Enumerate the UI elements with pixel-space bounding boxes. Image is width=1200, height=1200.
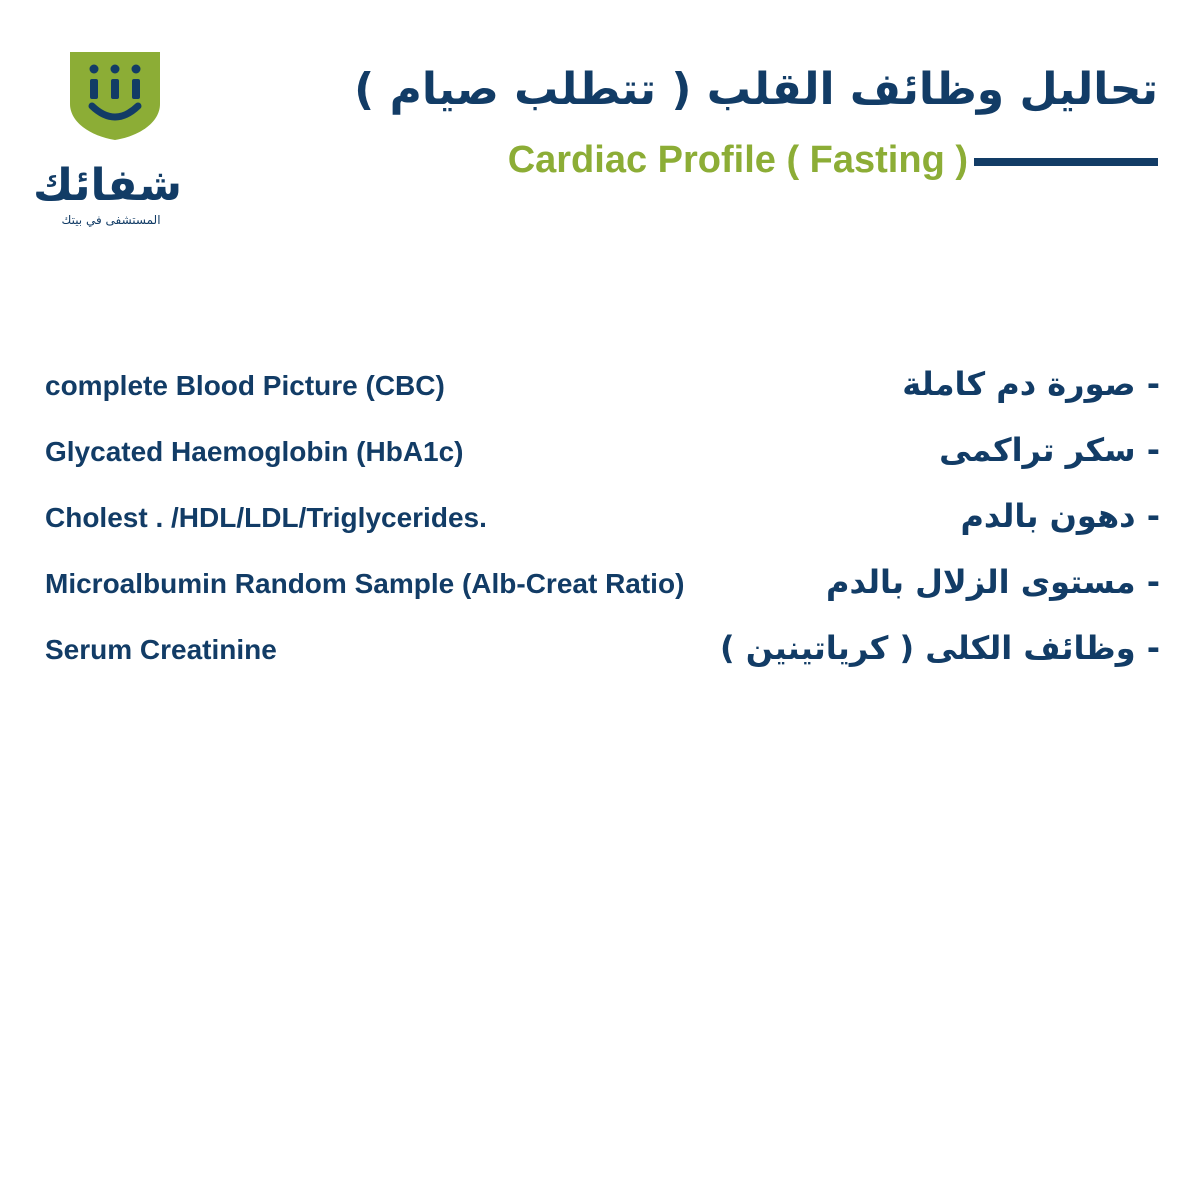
- test-name-arabic: - وظائف الكلى ( كرياتينين ): [720, 629, 1160, 667]
- test-name-arabic: - مستوى الزلال بالدم: [826, 563, 1160, 601]
- test-item: [45, 616, 1160, 682]
- test-name-english: Glycated Haemoglobin (HbA1c): [45, 436, 464, 467]
- test-name-english: Cholest . /HDL/LDL/Triglycerides.: [45, 502, 487, 533]
- title-divider: [974, 158, 1158, 166]
- test-name-english: Serum Creatinine: [45, 634, 277, 665]
- test-name-arabic: - سكر تراكمى: [939, 431, 1160, 469]
- test-name-english: Microalbumin Random Sample (Alb-Creat Ratio): [45, 568, 685, 599]
- test-name-arabic: - دهون بالدم: [960, 497, 1160, 535]
- test-item: [45, 550, 1160, 616]
- page-title-english: Cardiac Profile ( Fasting ): [507, 139, 968, 181]
- test-item: [45, 418, 1160, 484]
- test-item: [45, 352, 1160, 418]
- smiling-shield-icon: [70, 52, 160, 140]
- brand-logo: [33, 52, 190, 237]
- test-list: [45, 352, 1160, 682]
- test-name-english: complete Blood Picture (CBC): [45, 370, 445, 401]
- brand-name: شفائك: [33, 160, 182, 211]
- brand-tagline: المستشفى في بيتك: [61, 213, 161, 227]
- test-name-arabic: - صورة دم كاملة: [902, 365, 1160, 403]
- test-item: [45, 484, 1160, 550]
- page-title-arabic: تحاليل وظائف القلب ( تتطلب صيام ): [354, 64, 1158, 115]
